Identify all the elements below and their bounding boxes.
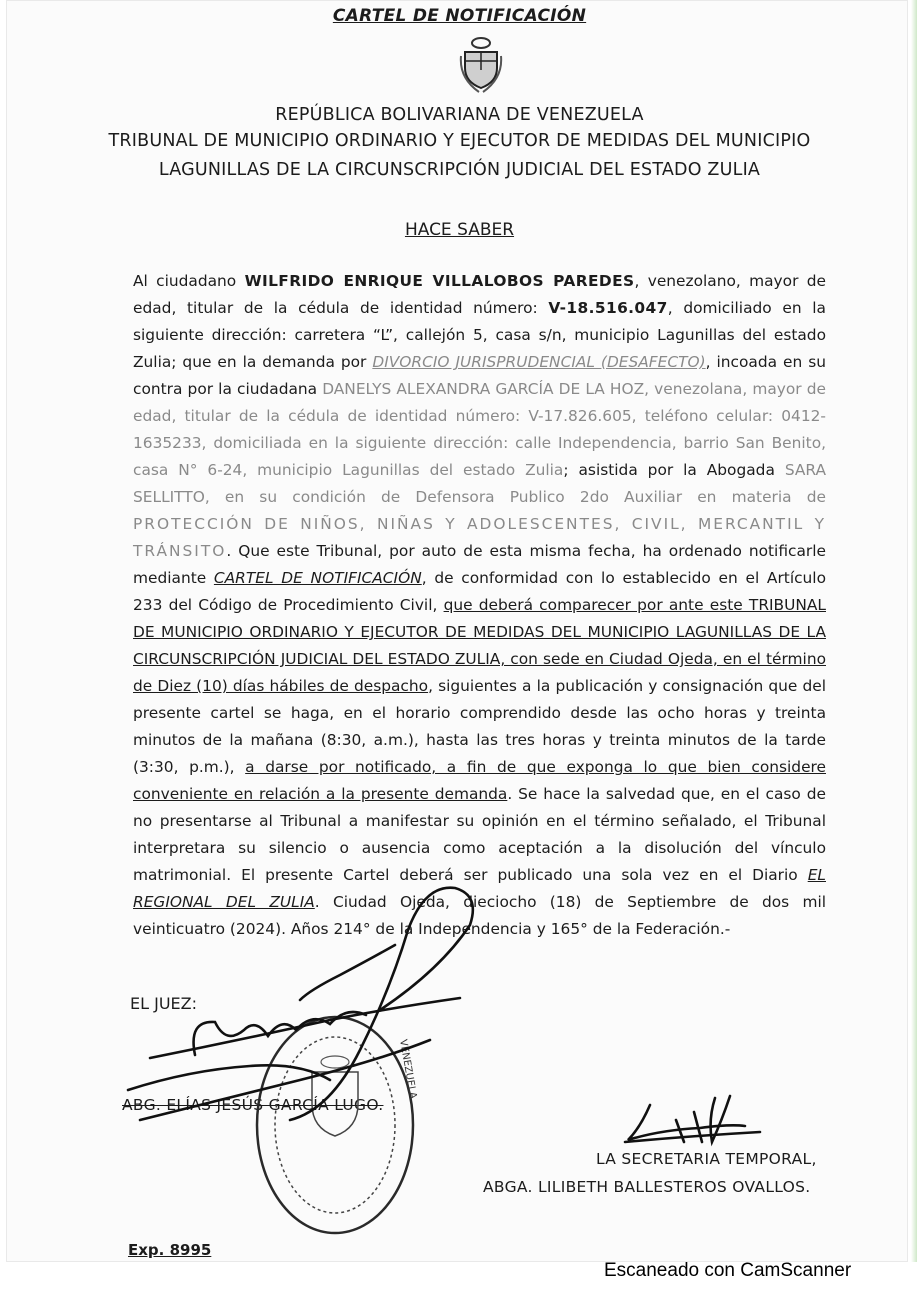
attorney-role: , en su condición de Defensora Publico 2do Auxiliar en materia de [204, 488, 826, 506]
body-text: , venezolano, mayor de edad, titular de la cédula de identidad número: [133, 272, 826, 317]
body-text: . Se hace la salvedad que, en el caso de no presentarse al Tribunal a manifestar su opinión en el término señalado, el Tribunal interpretara su silencio o ausencia como aceptación a la disolución del vínculo matrimonial. El presente Cartel deberá ser publicado una sola vez en el Diario [133, 785, 826, 884]
body-text: , incoada en su contra por la ciudadana [133, 353, 826, 398]
body-text: ; asistida por la Abogada [563, 461, 785, 479]
document-title: CARTEL DE NOTIFICACIÓN [332, 6, 587, 26]
respondent-name: WILFRIDO ENRIQUE VILLALOBOS PAREDES [244, 272, 635, 290]
respondent-id: V-18.516.047 [548, 299, 668, 317]
header-republic: REPÚBLICA BOLIVARIANA DE VENEZUELA [275, 105, 644, 125]
cartel-reference: CARTEL DE NOTIFICACIÓN [213, 569, 422, 587]
header-tribunal: TRIBUNAL DE MUNICIPIO ORDINARIO Y EJECUTOR DE MEDIDAS DEL MUNICIPIO [108, 131, 811, 151]
plaintiff-id: V-17.826.605 [528, 407, 632, 425]
body-text: , domiciliado en la siguiente dirección: carretera “L”, callejón 5, casa s/n, municipio Lagunillas del estado Zulia; que en la demanda por [133, 299, 826, 371]
body-text: . Ciudad Ojeda, dieciocho (18) de Septiembre de dos mil veinticuatro (2024). Años 214° de la Independencia y 165° de la Federación.- [133, 893, 827, 938]
secretary-name: ABGA. LILIBETH BALLESTEROS OVALLOS. [483, 1178, 811, 1196]
judge-name: ABG. ELÍAS JESÚS GARCÍA LUGO. [122, 1096, 384, 1114]
hace-saber-heading: HACE SABER [404, 220, 515, 240]
competence-matter: PROTECCIÓN DE NIÑOS, NIÑAS Y ADOLESCENTES, CIVIL, MERCANTIL Y TRÁNSITO [133, 515, 826, 560]
scanner-watermark: Escaneado con CamScanner [604, 1260, 852, 1281]
body-text: , de conformidad con lo establecido en el Artículo 233 del Código de Procedimiento Civil, [133, 569, 826, 614]
attorney-name: SARA SELLITTO [133, 461, 826, 506]
judge-label: EL JUEZ: [130, 994, 197, 1013]
notification-purpose: a darse por notificado, a fin de que exponga lo que bien considere conveniente en relación a la presente demanda [133, 758, 826, 803]
header-circunscripcion: LAGUNILLAS DE LA CIRCUNSCRIPCIÓN JUDICIAL DEL ESTADO ZULIA [158, 160, 761, 180]
stamp-text: VENEZUELA [397, 1038, 419, 1100]
body-text: , venezolana, mayor de edad, titular de la cédula de identidad número: [133, 380, 826, 425]
appearance-order: que deberá comparecer por ante este TRIBUNAL DE MUNICIPIO ORDINARIO Y EJECUTOR DE MEDIDAS DEL MUNICIPIO LAGUNILLAS DE LA CIRCUNSCRIPCIÓN JUDICIAL DEL ESTADO ZULIA, con sede en Ciudad Ojeda, en el término de Diez (10) días hábiles de despacho [133, 596, 826, 695]
page-edge [911, 0, 917, 1262]
coat-of-arms-icon [459, 34, 503, 94]
case-number: Exp. 8995 [128, 1241, 212, 1259]
secretary-title: LA SECRETARIA TEMPORAL, [596, 1150, 817, 1168]
demand-type: DIVORCIO JURISPRUDENCIAL (DESAFECTO) [372, 353, 706, 371]
plaintiff-address: , teléfono celular: 0412-1635233, domiciliada en la siguiente dirección: calle Independencia, barrio San Benito, casa N° 6-24, municipio Lagunillas del estado Zulia [133, 407, 826, 479]
plaintiff-name: DANELYS ALEXANDRA GARCÍA DE LA HOZ [322, 380, 645, 398]
body-text: . Que este Tribunal, por auto de esta misma fecha, ha ordenado notificarle mediante [133, 542, 826, 587]
newspaper-name: EL REGIONAL DEL ZULIA [133, 866, 826, 911]
body-text: , siguientes a la publicación y consignación que del presente cartel se haga, en el horario comprendido desde las ocho horas y treinta minutos de la mañana (8:30, a.m.), hasta las tres horas y treinta minutos de la tarde (3:30, p.m.), [133, 677, 826, 776]
notice-body [133, 268, 826, 943]
body-text: Al ciudadano [133, 272, 245, 290]
